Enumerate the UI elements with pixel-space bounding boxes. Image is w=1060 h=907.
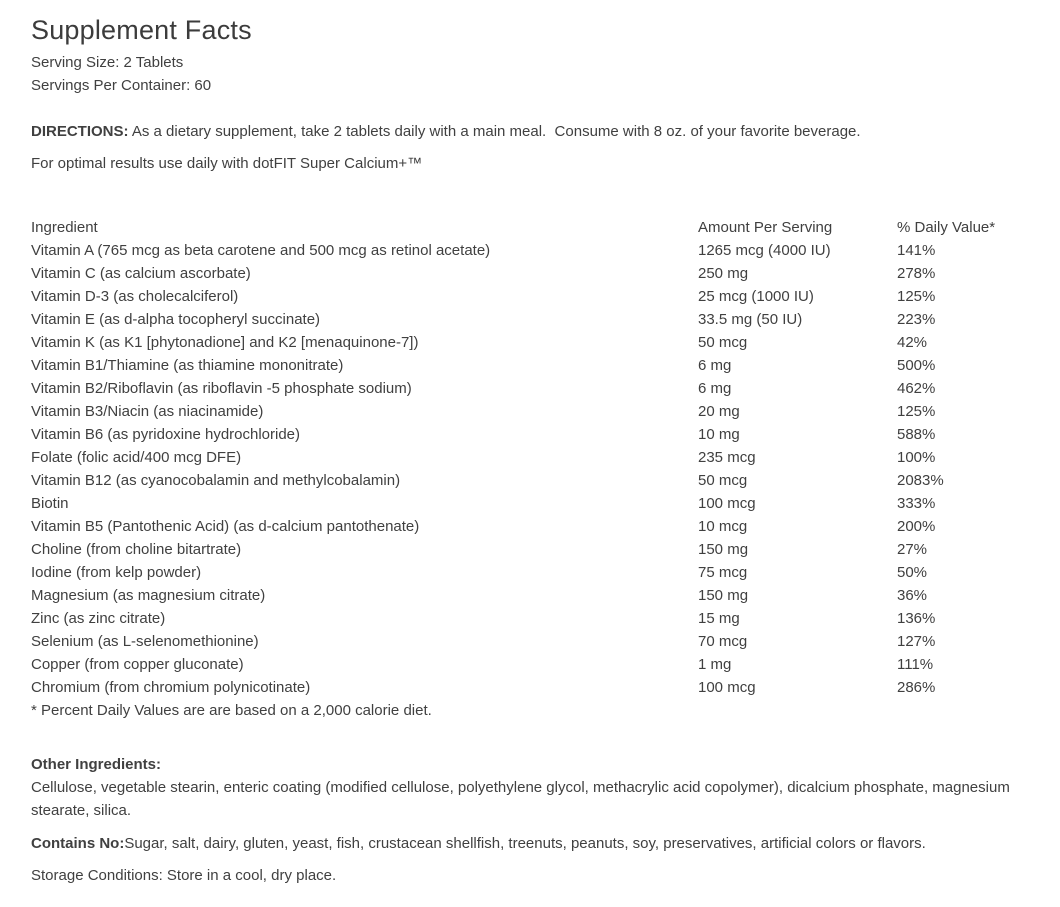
directions	[31, 120, 1040, 143]
daily-value: 125%	[897, 288, 936, 305]
header-daily-value: % Daily Value*	[897, 219, 996, 236]
ingredient-name: Magnesium (as magnesium citrate)	[31, 587, 266, 604]
table-row	[31, 653, 1040, 676]
contains-no-label: Contains No:	[31, 835, 125, 852]
daily-value: 200%	[897, 518, 936, 535]
daily-value: 100%	[897, 449, 936, 466]
daily-value-footnote: * Percent Daily Values are are based on a 2,000 calorie diet.	[31, 702, 432, 719]
daily-value: 223%	[897, 311, 936, 328]
table-row	[31, 446, 1040, 469]
table-row	[31, 239, 1040, 262]
ingredient-name: Choline (from choline bitartrate)	[31, 541, 242, 558]
amount-per-serving: 100 mcg	[698, 679, 756, 696]
serving-size: Serving Size: 2 Tablets	[31, 54, 184, 71]
directions-text: As a dietary supplement, take 2 tablets daily with a main meal. Consume with 8 oz. of your favorite beverage.	[128, 123, 861, 140]
servings-per-container: Servings Per Container: 60	[31, 77, 212, 94]
ingredient-name: Vitamin B6 (as pyridoxine hydrochloride)	[31, 426, 301, 443]
amount-per-serving: 10 mg	[698, 426, 740, 443]
ingredient-name: Iodine (from kelp powder)	[31, 564, 202, 581]
other-ingredients-label: Other Ingredients:	[31, 756, 162, 773]
table-header-row	[31, 216, 1040, 239]
table-row	[31, 584, 1040, 607]
table-row	[31, 492, 1040, 515]
amount-per-serving: 100 mcg	[698, 495, 756, 512]
amount-per-serving: 10 mcg	[698, 518, 748, 535]
table-row	[31, 354, 1040, 377]
daily-value: 333%	[897, 495, 936, 512]
ingredient-name: Zinc (as zinc citrate)	[31, 610, 166, 627]
amount-per-serving: 70 mcg	[698, 633, 748, 650]
other-ingredients-text: Cellulose, vegetable stearin, enteric coating (modified cellulose, polyethylene glycol, methacrylic acid copolymer), dicalcium phosphate, magnesium stearate, silica.	[31, 779, 1010, 819]
ingredient-name: Vitamin C (as calcium ascorbate)	[31, 265, 251, 282]
ingredient-name: Vitamin B3/Niacin (as niacinamide)	[31, 403, 264, 420]
table-row	[31, 515, 1040, 538]
ingredient-name: Vitamin B5 (Pantothenic Acid) (as d-calcium pantothenate)	[31, 518, 420, 535]
ingredient-name: Selenium (as L-selenomethionine)	[31, 633, 259, 650]
amount-per-serving: 15 mg	[698, 610, 740, 627]
daily-value: 278%	[897, 265, 936, 282]
ingredient-name: Folate (folic acid/400 mcg DFE)	[31, 449, 242, 466]
amount-per-serving: 250 mg	[698, 265, 749, 282]
table-row	[31, 423, 1040, 446]
directions-label: DIRECTIONS:	[31, 123, 129, 140]
page-title: Supplement Facts	[31, 15, 252, 45]
amount-per-serving: 1 mg	[698, 656, 732, 673]
header-ingredient: Ingredient	[31, 219, 98, 236]
optimal-use-note: For optimal results use daily with dotFIT Super Calcium+™	[31, 155, 423, 172]
daily-value: 111%	[897, 656, 934, 673]
table-row	[31, 630, 1040, 653]
table-row	[31, 331, 1040, 354]
ingredient-name: Vitamin E (as d-alpha tocopheryl succinate)	[31, 311, 321, 328]
daily-value: 286%	[897, 679, 936, 696]
daily-value: 27%	[897, 541, 928, 558]
daily-value: 36%	[897, 587, 928, 604]
daily-value: 127%	[897, 633, 936, 650]
amount-per-serving: 150 mg	[698, 587, 749, 604]
daily-value: 50%	[897, 564, 928, 581]
contains-no	[31, 832, 1040, 855]
table-row	[31, 400, 1040, 423]
table-row	[31, 538, 1040, 561]
daily-value: 136%	[897, 610, 936, 627]
amount-per-serving: 75 mcg	[698, 564, 748, 581]
ingredient-name: Vitamin A (765 mcg as beta carotene and 500 mcg as retinol acetate)	[31, 242, 491, 259]
amount-per-serving: 50 mcg	[698, 334, 748, 351]
amount-per-serving: 1265 mcg (4000 IU)	[698, 242, 831, 259]
ingredient-name: Copper (from copper gluconate)	[31, 656, 244, 673]
amount-per-serving: 20 mg	[698, 403, 740, 420]
table-row	[31, 377, 1040, 400]
ingredient-name: Vitamin B2/Riboflavin (as riboflavin -5 phosphate sodium)	[31, 380, 412, 397]
amount-per-serving: 6 mg	[698, 357, 732, 374]
ingredient-name: Chromium (from chromium polynicotinate)	[31, 679, 311, 696]
table-row	[31, 676, 1040, 699]
table-row	[31, 308, 1040, 331]
ingredient-table	[31, 216, 1040, 722]
ingredient-name: Biotin	[31, 495, 69, 512]
daily-value: 588%	[897, 426, 936, 443]
daily-value: 141%	[897, 242, 936, 259]
daily-value: 462%	[897, 380, 936, 397]
table-row	[31, 262, 1040, 285]
serving-info	[31, 51, 1040, 97]
header-amount-per-serving: Amount Per Serving	[698, 219, 833, 236]
daily-value: 125%	[897, 403, 936, 420]
daily-value: 42%	[897, 334, 928, 351]
contains-no-text: Sugar, salt, dairy, gluten, yeast, fish, crustacean shellfish, treenuts, peanuts, soy, preservatives, artificial colors or flavors.	[124, 835, 926, 852]
amount-per-serving: 6 mg	[698, 380, 732, 397]
table-row	[31, 561, 1040, 584]
table-row	[31, 607, 1040, 630]
table-row	[31, 469, 1040, 492]
ingredient-name: Vitamin D-3 (as cholecalciferol)	[31, 288, 239, 305]
amount-per-serving: 50 mcg	[698, 472, 748, 489]
ingredient-name: Vitamin K (as K1 [phytonadione] and K2 [menaquinone-7])	[31, 334, 419, 351]
daily-value: 2083%	[897, 472, 944, 489]
amount-per-serving: 25 mcg (1000 IU)	[698, 288, 814, 305]
ingredient-table-body	[31, 239, 1040, 699]
daily-value: 500%	[897, 357, 936, 374]
amount-per-serving: 235 mcg	[698, 449, 756, 466]
table-row	[31, 285, 1040, 308]
ingredient-name: Vitamin B12 (as cyanocobalamin and methylcobalamin)	[31, 472, 401, 489]
ingredient-name: Vitamin B1/Thiamine (as thiamine mononitrate)	[31, 357, 344, 374]
amount-per-serving: 150 mg	[698, 541, 749, 558]
storage-conditions: Storage Conditions: Store in a cool, dry place.	[31, 867, 337, 884]
amount-per-serving: 33.5 mg (50 IU)	[698, 311, 803, 328]
